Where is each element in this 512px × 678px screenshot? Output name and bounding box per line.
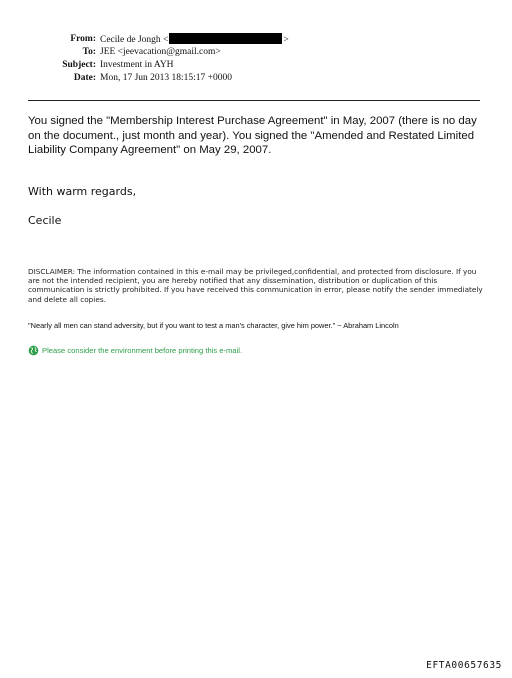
redaction-block (169, 33, 282, 44)
signature-name: Cecile (28, 214, 62, 227)
email-header (0, 33, 512, 85)
disclaimer-text: DISCLAIMER: The information contained in this e-mail may be privileged,confidential, and protected from disclosure. If you are not the intended recipient, you are hereby notified that any dissemination, distribution or duplication of this communication is strictly prohibited. If you have received this communication in error, please notify the sender immediately and delete all copies. (28, 267, 483, 304)
subject-value: Investment in AYH (100, 60, 174, 70)
to-label: To: (82, 47, 96, 57)
to-row (0, 46, 512, 59)
header-divider (28, 100, 480, 101)
date-value: Mon, 17 Jun 2013 18:15:17 +0000 (100, 73, 233, 83)
signature-quote: "Nearly all men can stand adversity, but if you want to test a man's character, give him power." ~ Abraham Lincoln (28, 321, 399, 330)
date-row (0, 72, 512, 85)
to-value: JEE <jeevacation@gmail.com> (100, 47, 221, 57)
document-id: EFTA00657635 (426, 660, 502, 671)
closing-line: With warm regards, (28, 185, 137, 198)
globe-icon (28, 345, 39, 356)
date-label: Date: (73, 73, 96, 83)
from-row (0, 33, 512, 46)
from-name: Cecile de Jongh < (100, 35, 169, 45)
subject-label: Subject: (62, 60, 96, 70)
environment-note-text: Please consider the environment before printing this e-mail. (42, 346, 243, 355)
environment-note (28, 345, 242, 356)
from-label: From: (70, 34, 96, 44)
from-value (100, 33, 289, 47)
subject-row (0, 59, 512, 72)
from-tail: > (283, 35, 289, 45)
email-body-paragraph: You signed the "Membership Interest Purchase Agreement" in May, 2007 (there is no day on the document., just month and year). You signed the "Amended and Restated Limited Liability Company Agreement" on May 29, 2007. (28, 115, 477, 156)
